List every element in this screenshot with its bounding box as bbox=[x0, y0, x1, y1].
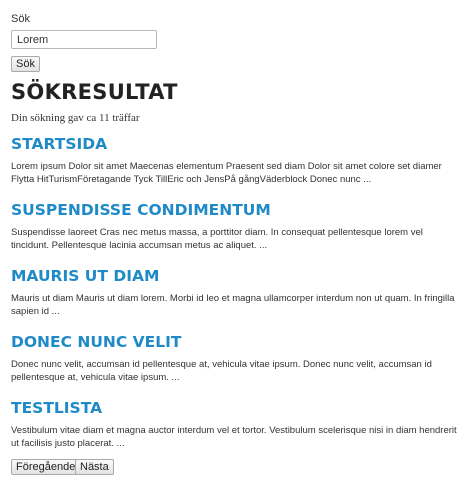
search-button[interactable]: Sök bbox=[11, 56, 40, 72]
result-title-link[interactable]: TESTLISTA bbox=[11, 399, 103, 417]
page-title: SÖKRESULTAT bbox=[11, 80, 178, 104]
result-snippet: Mauris ut diam Mauris ut diam lorem. Morbi id leo et magna ullamcorper interdum non ut quam. In fringilla sapien id ... bbox=[11, 293, 455, 317]
result-title-link[interactable]: SUSPENDISSE CONDIMENTUM bbox=[11, 201, 271, 219]
next-page-button[interactable]: Nästa bbox=[75, 459, 114, 475]
result-count: Din sökning gav ca 11 träffar bbox=[11, 112, 140, 124]
result-snippet: Vestibulum vitae diam et magna auctor interdum vel et tortor. Vestibulum scelerisque nisi in diam hendrerit ut facilisis justo placerat. ... bbox=[11, 425, 457, 449]
results-list bbox=[11, 133, 463, 463]
result-item bbox=[11, 199, 463, 265]
result-title-link[interactable]: MAURIS UT DIAM bbox=[11, 267, 160, 285]
result-item bbox=[11, 331, 463, 397]
result-item bbox=[11, 397, 463, 463]
search-label: Sök bbox=[11, 13, 30, 25]
result-snippet: Suspendisse laoreet Cras nec metus massa, a porttitor diam. In consequat pellentesque lorem vel tincidunt. Pellentesque lacinia accumsan metus ac aliquet. ... bbox=[11, 227, 423, 251]
previous-page-button[interactable]: Föregående bbox=[11, 459, 80, 475]
result-title-link[interactable]: DONEC NUNC VELIT bbox=[11, 333, 182, 351]
result-item bbox=[11, 265, 463, 331]
result-item bbox=[11, 133, 463, 199]
result-title-link[interactable]: STARTSIDA bbox=[11, 135, 108, 153]
result-snippet: Lorem ipsum Dolor sit amet Maecenas elementum Praesent sed diam Dolor sit amet colore set diamer Flytta HitTurismFöretagande Tyck TillEric och JensPå gångVäderblock Donec nunc ... bbox=[11, 161, 442, 185]
result-snippet: Donec nunc velit, accumsan id pellentesque at, vehicula vitae ipsum. Donec nunc velit, accumsan id pellentesque at, vehicula vitae ipsum. ... bbox=[11, 359, 432, 383]
search-input[interactable] bbox=[11, 30, 157, 49]
